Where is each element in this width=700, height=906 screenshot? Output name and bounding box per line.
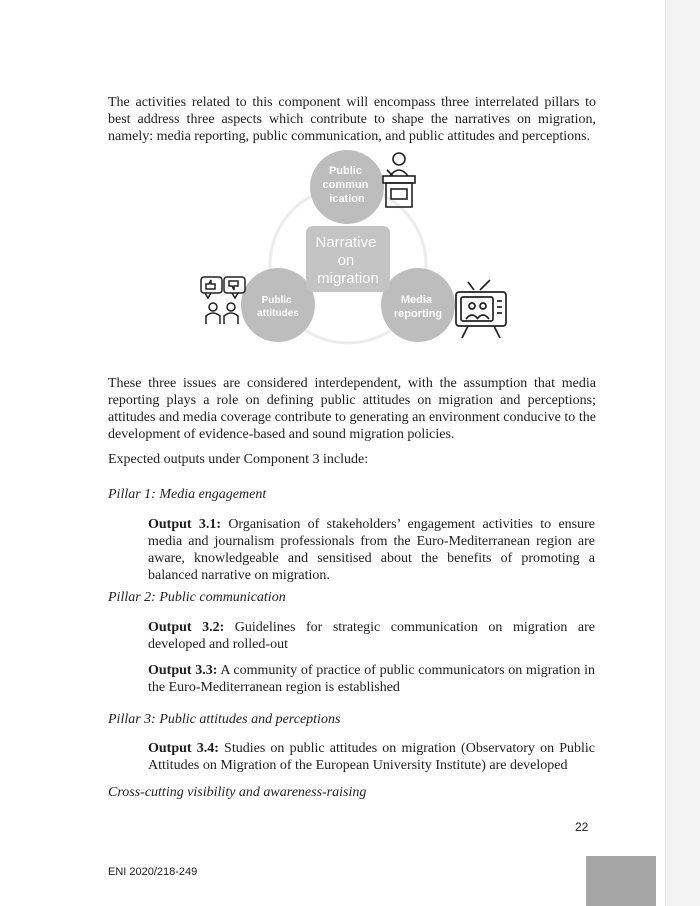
center-label-3: migration (317, 270, 379, 287)
output-3-3-label: Output 3.3: (148, 663, 218, 678)
television-icon (456, 280, 506, 338)
output-3-4 (148, 740, 595, 774)
output-3-2 (148, 619, 595, 653)
left-label-2: attitudes (257, 308, 299, 319)
output-3-4-label: Output 3.4: (148, 741, 219, 756)
pillar-3-heading: Pillar 3: Public attitudes and perceptions (108, 712, 341, 727)
center-label-2: on (337, 252, 355, 269)
thumbs-opinion-people-icon (201, 277, 245, 324)
output-3-3-text: A community of practice of public communicators on migration in the Euro-Mediterranean region is established (148, 663, 595, 695)
right-label-1: Media (400, 294, 433, 306)
expected-outputs-intro: Expected outputs under Component 3 include: (108, 452, 369, 467)
interdependence-paragraph: These three issues are considered interdependent, with the assumption that media reporting plays a role on defining public attitudes on migration and perceptions; attitudes and media coverage contribute to generating an environment conducive to the development of evidence-based and sound migration policies. (108, 376, 596, 442)
page-number: 22 (575, 820, 589, 834)
intro-paragraph: The activities related to this component will encompass three interrelated pillars to best address three aspects which contribute to shape the narratives on migration, namely: media reporting, public communication, and public attitudes and perceptions. (108, 95, 596, 144)
document-reference: ENI 2020/218-249 (108, 866, 198, 878)
output-3-2-text: Guidelines for strategic communication on migration are developed and rolled-out (148, 620, 595, 652)
output-3-1-label: Output 3.1: (148, 517, 222, 532)
top-label-2: commun (322, 179, 369, 191)
output-3-2-label: Output 3.2: (148, 620, 225, 635)
top-label-3: ication (329, 193, 365, 205)
pillars-diagram (190, 150, 520, 350)
center-label-1: Narrative (315, 234, 377, 251)
pillar-2-heading: Pillar 2: Public communication (108, 590, 286, 605)
pillar-1-heading: Pillar 1: Media engagement (108, 487, 267, 502)
output-3-1 (148, 516, 595, 584)
top-label-1: Public (328, 165, 362, 177)
output-3-4-text: Studies on public attitudes on migration (Observatory on Public Attitudes on Migration of the European University Institute) are developed (148, 741, 596, 773)
cross-cutting-heading: Cross-cutting visibility and awareness-raising (108, 785, 367, 800)
output-3-3 (148, 662, 595, 696)
output-3-1-text: Organisation of stakeholders’ engagement activities to ensure media and journalism professionals from the Euro-Mediterranean region are aware, knowledgeable and sensitised about the benefits of promoting a balanced narrative on migration. (148, 517, 595, 583)
left-label-1: Public (261, 295, 292, 306)
svg-text:Public commun icat (323, 165, 372, 205)
right-label-2: reporting (393, 308, 443, 320)
scan-gray-patch (586, 856, 656, 906)
